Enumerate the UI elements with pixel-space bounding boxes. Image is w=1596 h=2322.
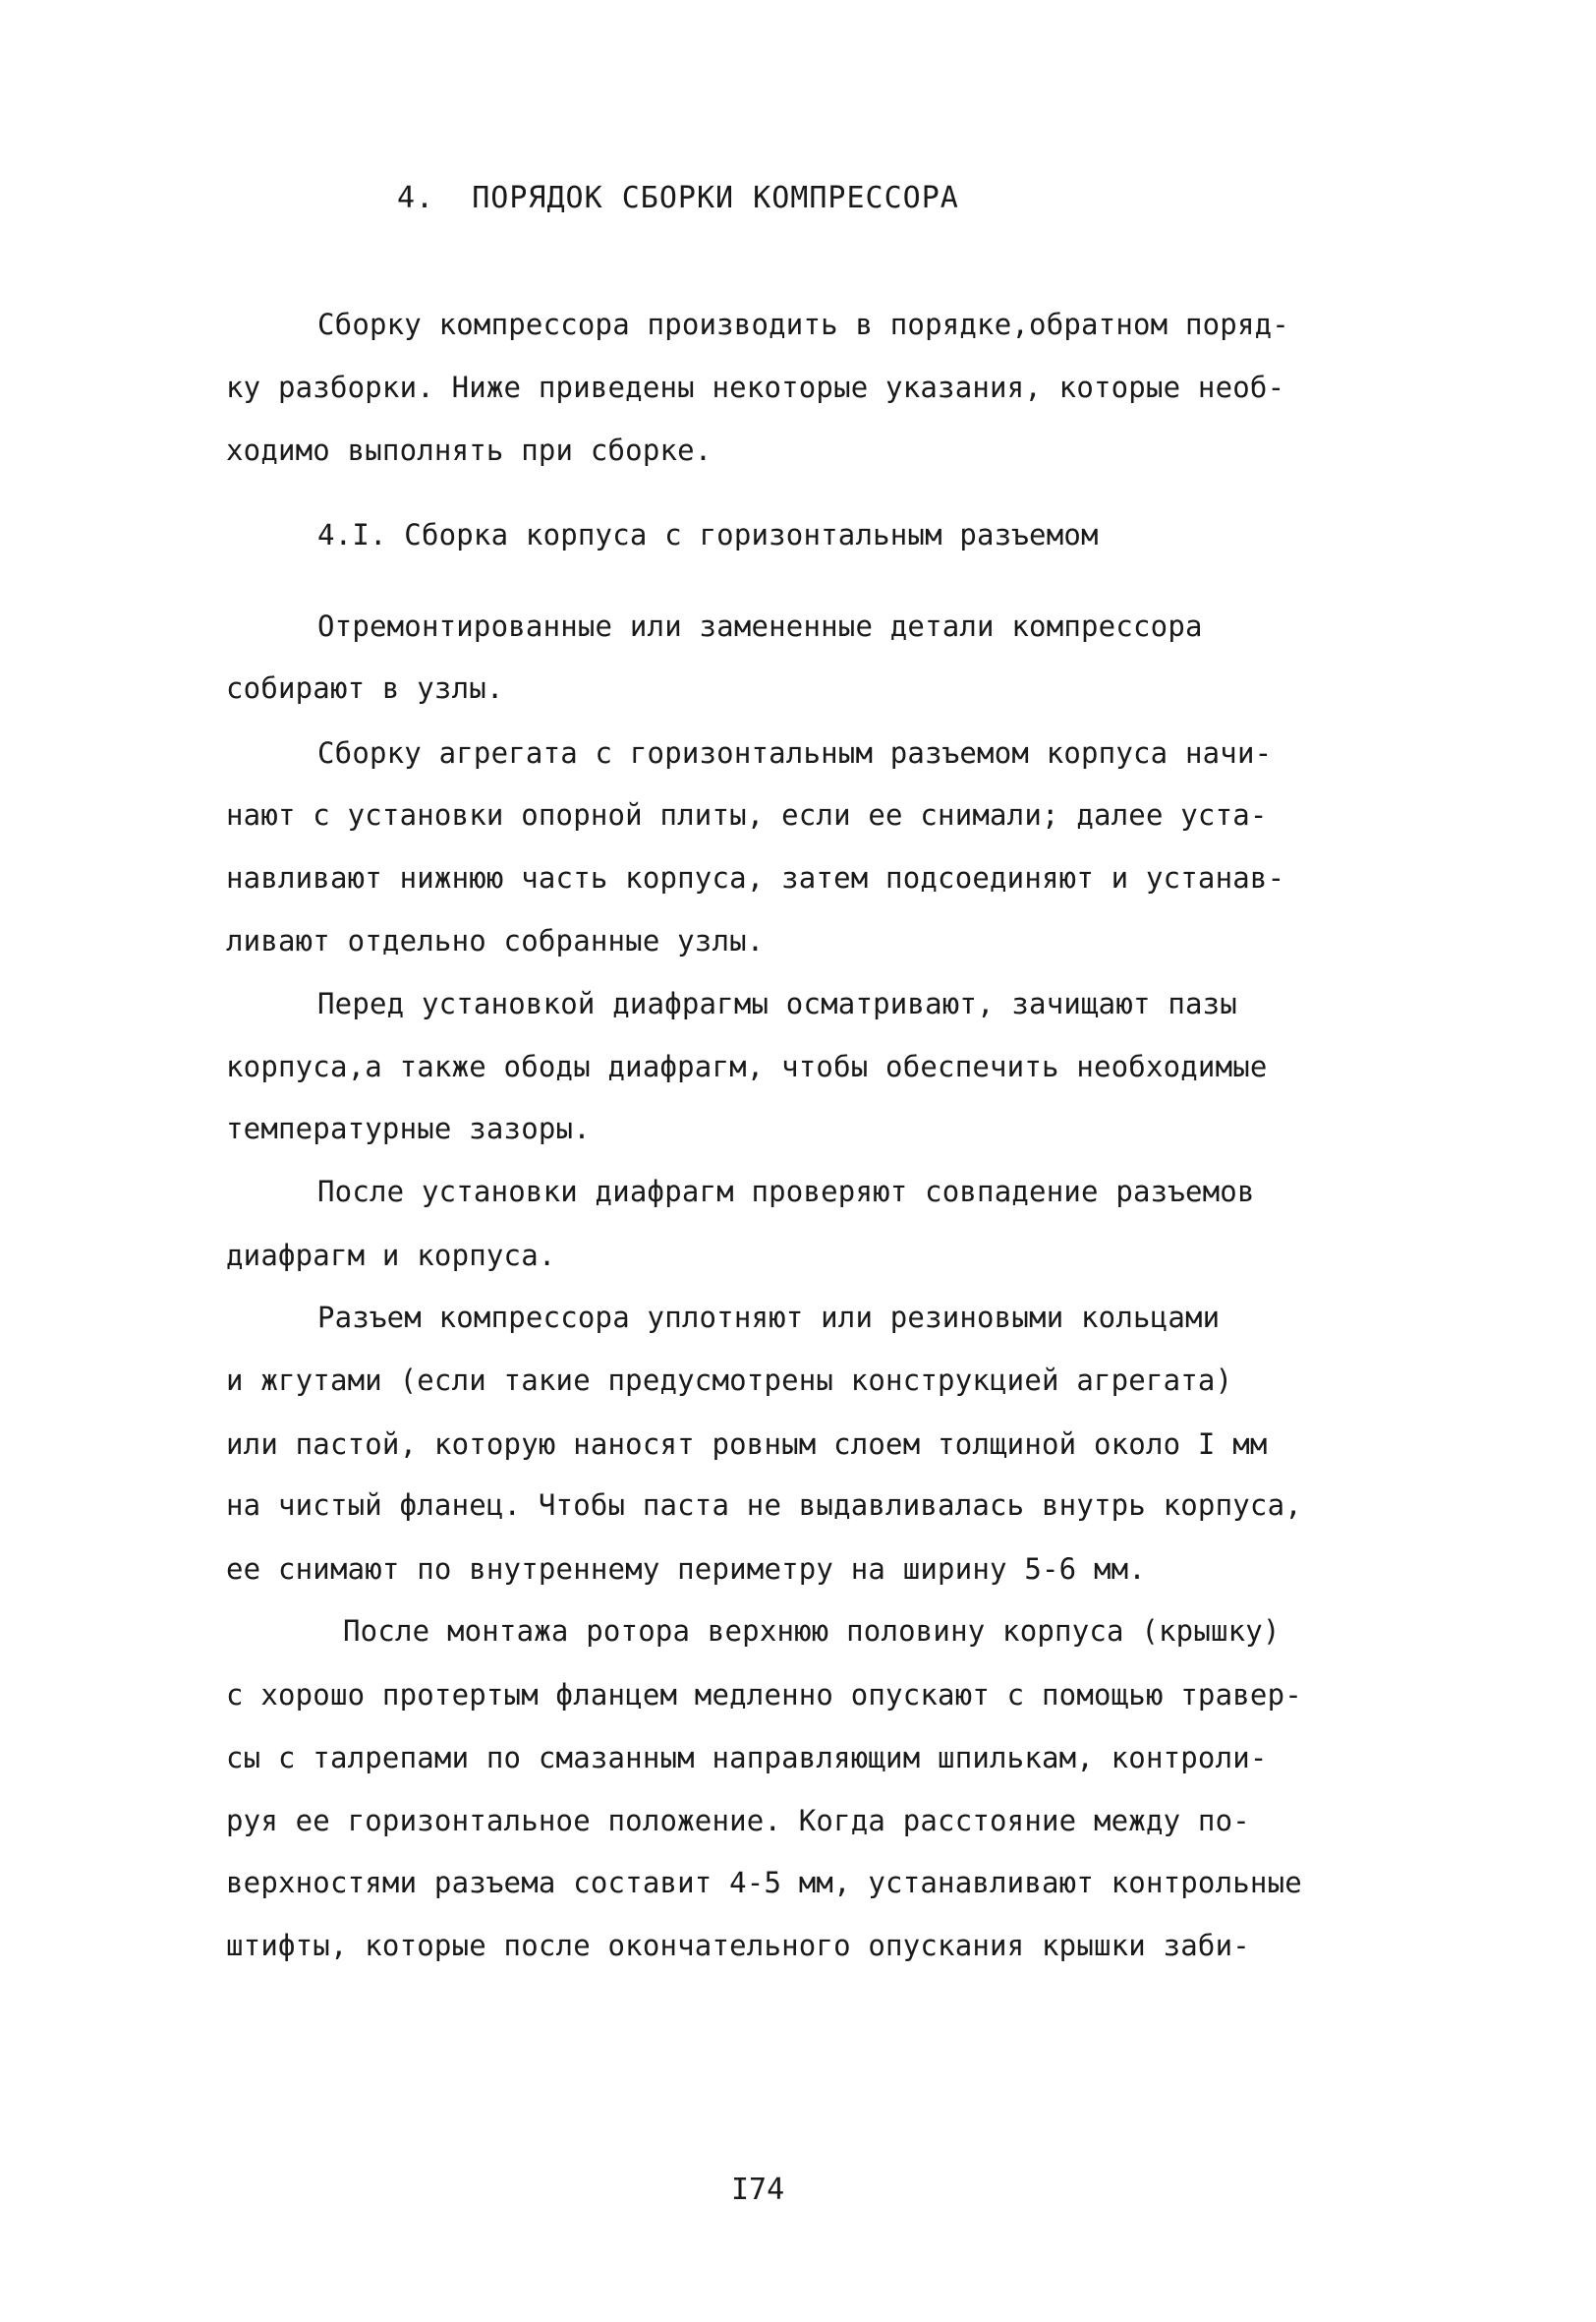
body-line: После установки диафрагм проверяют совпадение разъемов <box>317 1175 1255 1208</box>
body-line: Перед установкой диафрагмы осматривают, зачищают пазы <box>317 987 1237 1020</box>
body-line: Сборку агрегата с горизонтальным разъемом корпуса начи- <box>317 736 1273 770</box>
body-line: корпуса,а также ободы диафрагм, чтобы обеспечить необходимые <box>226 1050 1268 1083</box>
intro-line: ку разборки. Ниже приведены некоторые указания, которые необ- <box>226 371 1285 404</box>
page-number: I74 <box>731 2173 785 2207</box>
body-line: ее снимают по внутреннему периметру на ширину 5-6 мм. <box>226 1552 1146 1586</box>
body-line: Разъем компрессора уплотняют или резиновыми кольцами <box>317 1301 1221 1334</box>
body-line: температурные зазоры. <box>226 1112 591 1145</box>
body-line: руя ее горизонтальное положение. Когда расстояние между по- <box>226 1804 1250 1837</box>
body-line: или пастой, которую наносят ровным слоем толщиной около I мм <box>226 1427 1268 1461</box>
body-line: сы с талрепами по смазанным направляющим шпилькам, контроли- <box>226 1741 1268 1774</box>
body-line: диафрагм и корпуса. <box>226 1239 556 1272</box>
body-line: собирают в узлы. <box>226 671 504 705</box>
body-line: После монтажа ротора верхнюю половину корпуса (крышку) <box>343 1614 1281 1648</box>
body-line: на чистый фланец. Чтобы паста не выдавливалась внутрь корпуса, <box>226 1488 1302 1522</box>
body-line: нают с установки опорной плиты, если ее снимали; далее уста- <box>226 798 1268 832</box>
subsection-heading: 4.I. Сборка корпуса с горизонтальным разъемом <box>317 518 1099 551</box>
body-line: штифты, которые после окончательного опускания крышки заби- <box>226 1929 1250 1962</box>
body-line: с хорошо протертым фланцем медленно опускают с помощью травер- <box>226 1678 1302 1712</box>
intro-line: Сборку компрессора производить в порядке,обратном поряд- <box>317 308 1289 341</box>
section-heading: 4. ПОРЯДОК СБОРКИ КОМПРЕССОРА <box>397 181 959 215</box>
body-line: и жгутами (если такие предусмотрены конструкцией агрегата) <box>226 1364 1233 1397</box>
body-line: верхностями разъема составит 4-5 мм, устанавливают контрольные <box>226 1866 1302 1899</box>
intro-line: ходимо выполнять при сборке. <box>226 434 712 467</box>
body-line: Отремонтированные или замененные детали компрессора <box>317 610 1203 643</box>
body-line: ливают отдельно собранные узлы. <box>226 924 765 958</box>
body-line: навливают нижнюю часть корпуса, затем подсоединяют и устанав- <box>226 861 1285 895</box>
